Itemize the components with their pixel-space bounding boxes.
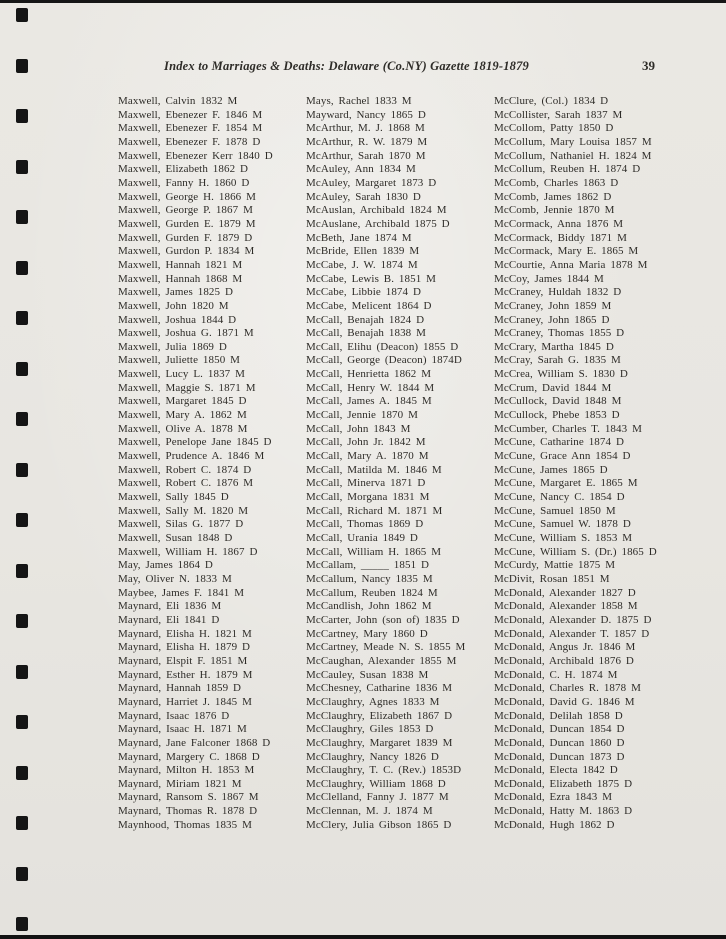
index-entry: McCall, William H. 1865 M	[306, 545, 442, 558]
index-entry: McDonald, C. H. 1874 M	[494, 668, 618, 681]
index-entry: McDonald, Duncan 1873 D	[494, 750, 625, 763]
index-entry: McArthur, Sarah 1870 M	[306, 149, 426, 162]
index-entry: McArthur, M. J. 1868 M	[306, 122, 425, 135]
binding-hole	[16, 665, 28, 679]
index-entry: McCraney, John 1859 M	[494, 299, 612, 312]
index-entry: Maynard, Miriam 1821 M	[118, 777, 242, 790]
index-entry: Maxwell, Ebenezer F. 1854 M	[118, 122, 263, 135]
index-entry: McDonald, David G. 1846 M	[494, 695, 635, 708]
index-entry: McBride, Ellen 1839 M	[306, 245, 420, 258]
binding-hole	[16, 8, 28, 22]
index-entry: Maxwell, Juliette 1850 M	[118, 354, 241, 367]
index-entry: McCune, Nancy C. 1854 D	[494, 491, 625, 504]
index-entry: McDonald, Hatty M. 1863 D	[494, 805, 633, 818]
index-entry: McClaughry, William 1868 D	[306, 777, 446, 790]
binding-hole	[16, 816, 28, 830]
index-entry: McCabe, Libbie 1874 D	[306, 286, 422, 299]
index-entry: McCormack, Biddy 1871 M	[494, 231, 627, 244]
index-entry: McDonald, Alexander 1858 M	[494, 600, 638, 613]
index-entry: McCray, Sarah G. 1835 M	[494, 354, 621, 367]
index-entry: McAuslan, Archibald 1824 M	[306, 204, 447, 217]
index-entry: Maynard, Milton H. 1853 M	[118, 764, 255, 777]
index-entry: McDonald, Electa 1842 D	[494, 764, 618, 777]
binding-hole	[16, 766, 28, 780]
index-entry: Maynard, Esther H. 1879 M	[118, 668, 253, 681]
index-entry: McCraney, Huldah 1832 D	[494, 286, 622, 299]
index-entry: Maynard, Eli 1836 M	[118, 600, 222, 613]
index-entry: McCollum, Mary Louisa 1857 M	[494, 135, 652, 148]
index-entry: McCall, Henrietta 1862 M	[306, 368, 432, 381]
index-entry: McCrea, William S. 1830 D	[494, 368, 628, 381]
index-entry: McCraney, John 1865 D	[494, 313, 610, 326]
index-entry: McCall, John 1843 M	[306, 422, 411, 435]
index-column-1	[118, 95, 304, 832]
index-entry: McCall, Henry W. 1844 M	[306, 381, 435, 394]
binding-hole	[16, 867, 28, 881]
index-entry: Maxwell, Gurden E. 1879 M	[118, 217, 256, 230]
index-entry: Mayward, Nancy 1865 D	[306, 108, 426, 121]
index-entry: McDonald, Alexander 1827 D	[494, 586, 636, 599]
index-entry: McCall, Elihu (Deacon) 1855 D	[306, 340, 459, 353]
index-entry: Maxwell, Julia 1869 D	[118, 340, 227, 353]
index-entry: Maxwell, Joshua G. 1871 M	[118, 327, 254, 340]
index-entry: Maxwell, Margaret 1845 D	[118, 395, 247, 408]
index-entry: Maxwell, Gurden F. 1879 D	[118, 231, 253, 244]
index-entry: McClelland, Fanny J. 1877 M	[306, 791, 449, 804]
index-entry: McCullock, Phebe 1853 D	[494, 409, 620, 422]
index-entry: Maxwell, Ebenezer Kerr 1840 D	[118, 149, 273, 162]
binding-hole	[16, 311, 28, 325]
index-entry: McAuley, Ann 1834 M	[306, 163, 416, 176]
index-entry: McCourtie, Anna Maria 1878 M	[494, 258, 648, 271]
index-entry: McCune, Catharine 1874 D	[494, 436, 624, 449]
index-entry: McCall, Richard M. 1871 M	[306, 504, 443, 517]
index-entry: McDonald, Elizabeth 1875 D	[494, 777, 633, 790]
index-entry: McAuley, Margaret 1873 D	[306, 176, 437, 189]
index-entry: McCune, Samuel 1850 M	[494, 504, 616, 517]
index-entry: Maxwell, Robert C. 1876 M	[118, 477, 254, 490]
index-entry: McDonald, Charles R. 1878 M	[494, 682, 641, 695]
index-entry: Maynard, Thomas R. 1878 D	[118, 805, 258, 818]
index-entry: McClaughry, Agnes 1833 M	[306, 695, 440, 708]
index-entry: Maxwell, Susan 1848 D	[118, 532, 233, 544]
binding-hole	[16, 210, 28, 224]
index-entry: McClennan, M. J. 1874 M	[306, 805, 433, 818]
index-entry: McCabe, J. W. 1874 M	[306, 258, 418, 271]
page-top-edge	[0, 0, 726, 3]
index-entry: Maxwell, John 1820 M	[118, 299, 229, 312]
binding-hole	[16, 715, 28, 729]
index-entry: McDonald, Duncan 1854 D	[494, 723, 625, 736]
index-entry: McCarter, John (son of) 1835 D	[306, 613, 460, 626]
binding-hole	[16, 513, 28, 527]
index-entry: McCallum, Reuben 1824 M	[306, 586, 438, 599]
index-entry: Maxwell, Ebenezer F. 1846 M	[118, 108, 263, 121]
index-entry: McCune, William S. (Dr.) 1865 D	[494, 545, 657, 558]
index-entry: McCraney, Thomas 1855 D	[494, 327, 625, 340]
index-entry: McArthur, R. W. 1879 M	[306, 135, 428, 148]
index-entry: McComb, Jennie 1870 M	[494, 204, 615, 217]
index-entry: McCall, Urania 1849 D	[306, 532, 418, 544]
index-entry: Maynard, Isaac H. 1871 M	[118, 723, 247, 736]
index-entry: Maxwell, George H. 1866 M	[118, 190, 256, 203]
index-entry: McCumber, Charles T. 1843 M	[494, 422, 642, 435]
index-entry: McCune, James 1865 D	[494, 463, 608, 476]
index-entry: Maybee, James F. 1841 M	[118, 586, 245, 599]
index-entry: McCartney, Meade N. S. 1855 M	[306, 641, 466, 654]
index-entry: McClaughry, Margaret 1839 M	[306, 736, 453, 749]
index-entry: McCall, Matilda M. 1846 M	[306, 463, 442, 476]
index-entry: McCall, James A. 1845 M	[306, 395, 432, 408]
index-entry: Maxwell, Robert C. 1874 D	[118, 463, 252, 476]
index-entry: Maxwell, Prudence A. 1846 M	[118, 450, 265, 463]
index-entry: McClaughry, T. C. (Rev.) 1853D	[306, 764, 462, 777]
binding-holes	[16, 8, 30, 931]
index-column-2	[306, 95, 492, 832]
index-entry: Maxwell, Sally M. 1820 M	[118, 504, 249, 517]
index-entry: Maynard, Jane Falconer 1868 D	[118, 736, 271, 749]
index-entry: Maxwell, Calvin 1832 M	[118, 95, 238, 107]
index-entry: McClaughry, Elizabeth 1867 D	[306, 709, 453, 722]
index-entry: McClure, (Col.) 1834 D	[494, 95, 609, 107]
index-entry: Maxwell, Olive A. 1878 M	[118, 422, 248, 435]
index-entry: McDonald, Delilah 1858 D	[494, 709, 623, 722]
index-entry: McDonald, Hugh 1862 D	[494, 818, 615, 831]
index-entry: Maxwell, William H. 1867 D	[118, 545, 258, 558]
index-entry: May, Oliver N. 1833 M	[118, 572, 232, 585]
index-entry: McCall, Benajah 1838 M	[306, 327, 427, 340]
index-entry: Maxwell, Maggie S. 1871 M	[118, 381, 256, 394]
index-entry: McAuslane, Archibald 1875 D	[306, 217, 450, 230]
binding-hole	[16, 614, 28, 628]
index-entry: Maxwell, Joshua 1844 D	[118, 313, 237, 326]
index-entry: Maxwell, Lucy L. 1837 M	[118, 368, 246, 381]
index-entry: Maynard, Harriet J. 1845 M	[118, 695, 253, 708]
index-entry: McCrary, Martha 1845 D	[494, 340, 614, 353]
index-entry: McCall, Benajah 1824 D	[306, 313, 425, 326]
index-entry: Maxwell, Penelope Jane 1845 D	[118, 436, 272, 449]
index-entry: Maynhood, Thomas 1835 M	[118, 818, 252, 831]
index-entry: Maxwell, Mary A. 1862 M	[118, 409, 247, 422]
binding-hole	[16, 362, 28, 376]
index-entry: Maynard, Elisha H. 1821 M	[118, 627, 252, 640]
binding-hole	[16, 412, 28, 426]
page-bottom-edge	[0, 935, 726, 939]
index-entry: McCollum, Reuben H. 1874 D	[494, 163, 641, 176]
index-entry: Maxwell, Elizabeth 1862 D	[118, 163, 249, 176]
index-entry: Maxwell, Ebenezer F. 1878 D	[118, 135, 261, 148]
index-entry: McBeth, Jane 1874 M	[306, 231, 412, 244]
index-entry: Maxwell, Hannah 1868 M	[118, 272, 243, 285]
index-entry: McCormack, Anna 1876 M	[494, 217, 624, 230]
index-entry: McCune, William S. 1853 M	[494, 532, 633, 544]
index-entry: Maynard, Elspit F. 1851 M	[118, 654, 248, 667]
binding-hole	[16, 109, 28, 123]
index-entry: McDonald, Archibald 1876 D	[494, 654, 634, 667]
page-number: 39	[642, 58, 655, 73]
index-entry: McCune, Grace Ann 1854 D	[494, 450, 631, 463]
index-entry: McDivit, Rosan 1851 M	[494, 572, 610, 585]
index-entry: McCabe, Lewis B. 1851 M	[306, 272, 437, 285]
index-entry: McCallum, Nancy 1835 M	[306, 572, 433, 585]
index-entry: McCall, Morgana 1831 M	[306, 491, 430, 504]
index-entry: Maynard, Margery C. 1868 D	[118, 750, 260, 763]
index-entry: McCall, John Jr. 1842 M	[306, 436, 426, 449]
index-entry: Maxwell, Sally 1845 D	[118, 491, 229, 504]
index-entry: McComb, James 1862 D	[494, 190, 612, 203]
index-entry: Maynard, Eli 1841 D	[118, 613, 220, 626]
index-entry: McCullock, David 1848 M	[494, 395, 622, 408]
index-entry: McCall, Mary A. 1870 M	[306, 450, 429, 463]
index-entry: McCurdy, Mattie 1875 M	[494, 559, 616, 572]
index-entry: Maxwell, Gurdon P. 1834 M	[118, 245, 255, 258]
index-entry: McCune, Samuel W. 1878 D	[494, 518, 631, 531]
index-entry: McCormack, Mary E. 1865 M	[494, 245, 639, 258]
index-entry: McCabe, Melicent 1864 D	[306, 299, 432, 312]
index-entry: Maynard, Ransom S. 1867 M	[118, 791, 259, 804]
index-entry: McDonald, Alexander T. 1857 D	[494, 627, 650, 640]
index-entry: McDonald, Alexander D. 1875 D	[494, 613, 652, 626]
binding-hole	[16, 59, 28, 73]
index-column-3	[494, 95, 680, 832]
index-entry: McCandlish, John 1862 M	[306, 600, 432, 613]
index-entry: Maxwell, Hannah 1821 M	[118, 258, 243, 271]
index-entry: McAuley, Sarah 1830 D	[306, 190, 421, 203]
index-entry: McDonald, Angus Jr. 1846 M	[494, 641, 636, 654]
index-entry: McClaughry, Nancy 1826 D	[306, 750, 439, 763]
index-entry: Maxwell, James 1825 D	[118, 286, 234, 299]
index-entry: Maynard, Hannah 1859 D	[118, 682, 242, 695]
index-entry: May, James 1864 D	[118, 559, 213, 572]
index-entry: McClaughry, Giles 1853 D	[306, 723, 434, 736]
index-entry: Maynard, Elisha H. 1879 D	[118, 641, 251, 654]
index-entry: McCrum, David 1844 M	[494, 381, 612, 394]
index-entry: McChesney, Catharine 1836 M	[306, 682, 453, 695]
index-entry: McCoy, James 1844 M	[494, 272, 604, 285]
index-entry: Mays, Rachel 1833 M	[306, 95, 412, 107]
index-entry: McCall, Thomas 1869 D	[306, 518, 424, 531]
binding-hole	[16, 917, 28, 931]
index-entry: McCaughan, Alexander 1855 M	[306, 654, 457, 667]
binding-hole	[16, 261, 28, 275]
index-entry: McClery, Julia Gibson 1865 D	[306, 818, 452, 831]
index-entry: Maxwell, Silas G. 1877 D	[118, 518, 244, 531]
index-entry: Maxwell, George P. 1867 M	[118, 204, 253, 217]
index-entry: McDonald, Ezra 1843 M	[494, 791, 613, 804]
index-entry: McCollum, Nathaniel H. 1824 M	[494, 149, 652, 162]
index-entry: Maxwell, Fanny H. 1860 D	[118, 176, 250, 189]
index-entry: McCauley, Susan 1838 M	[306, 668, 429, 681]
index-entry: McCartney, Mary 1860 D	[306, 627, 428, 640]
index-entry: McCollister, Sarah 1837 M	[494, 108, 623, 121]
index-entry: McCall, Minerva 1871 D	[306, 477, 426, 490]
binding-hole	[16, 160, 28, 174]
index-entry: McDonald, Duncan 1860 D	[494, 736, 625, 749]
binding-hole	[16, 564, 28, 578]
index-entry: McCollom, Patty 1850 D	[494, 122, 614, 135]
index-entry: Maynard, Isaac 1876 D	[118, 709, 230, 722]
index-entry: McCallam, _____ 1851 D	[306, 559, 430, 572]
index-entry: McComb, Charles 1863 D	[494, 176, 619, 189]
binding-hole	[16, 463, 28, 477]
index-entry: McCune, Margaret E. 1865 M	[494, 477, 638, 490]
index-entry: McCall, George (Deacon) 1874D	[306, 354, 462, 367]
index-entry: McCall, Jennie 1870 M	[306, 409, 418, 422]
page-title: Index to Marriages & Deaths: Delaware (Co.NY) Gazette 1819-1879	[164, 59, 530, 73]
